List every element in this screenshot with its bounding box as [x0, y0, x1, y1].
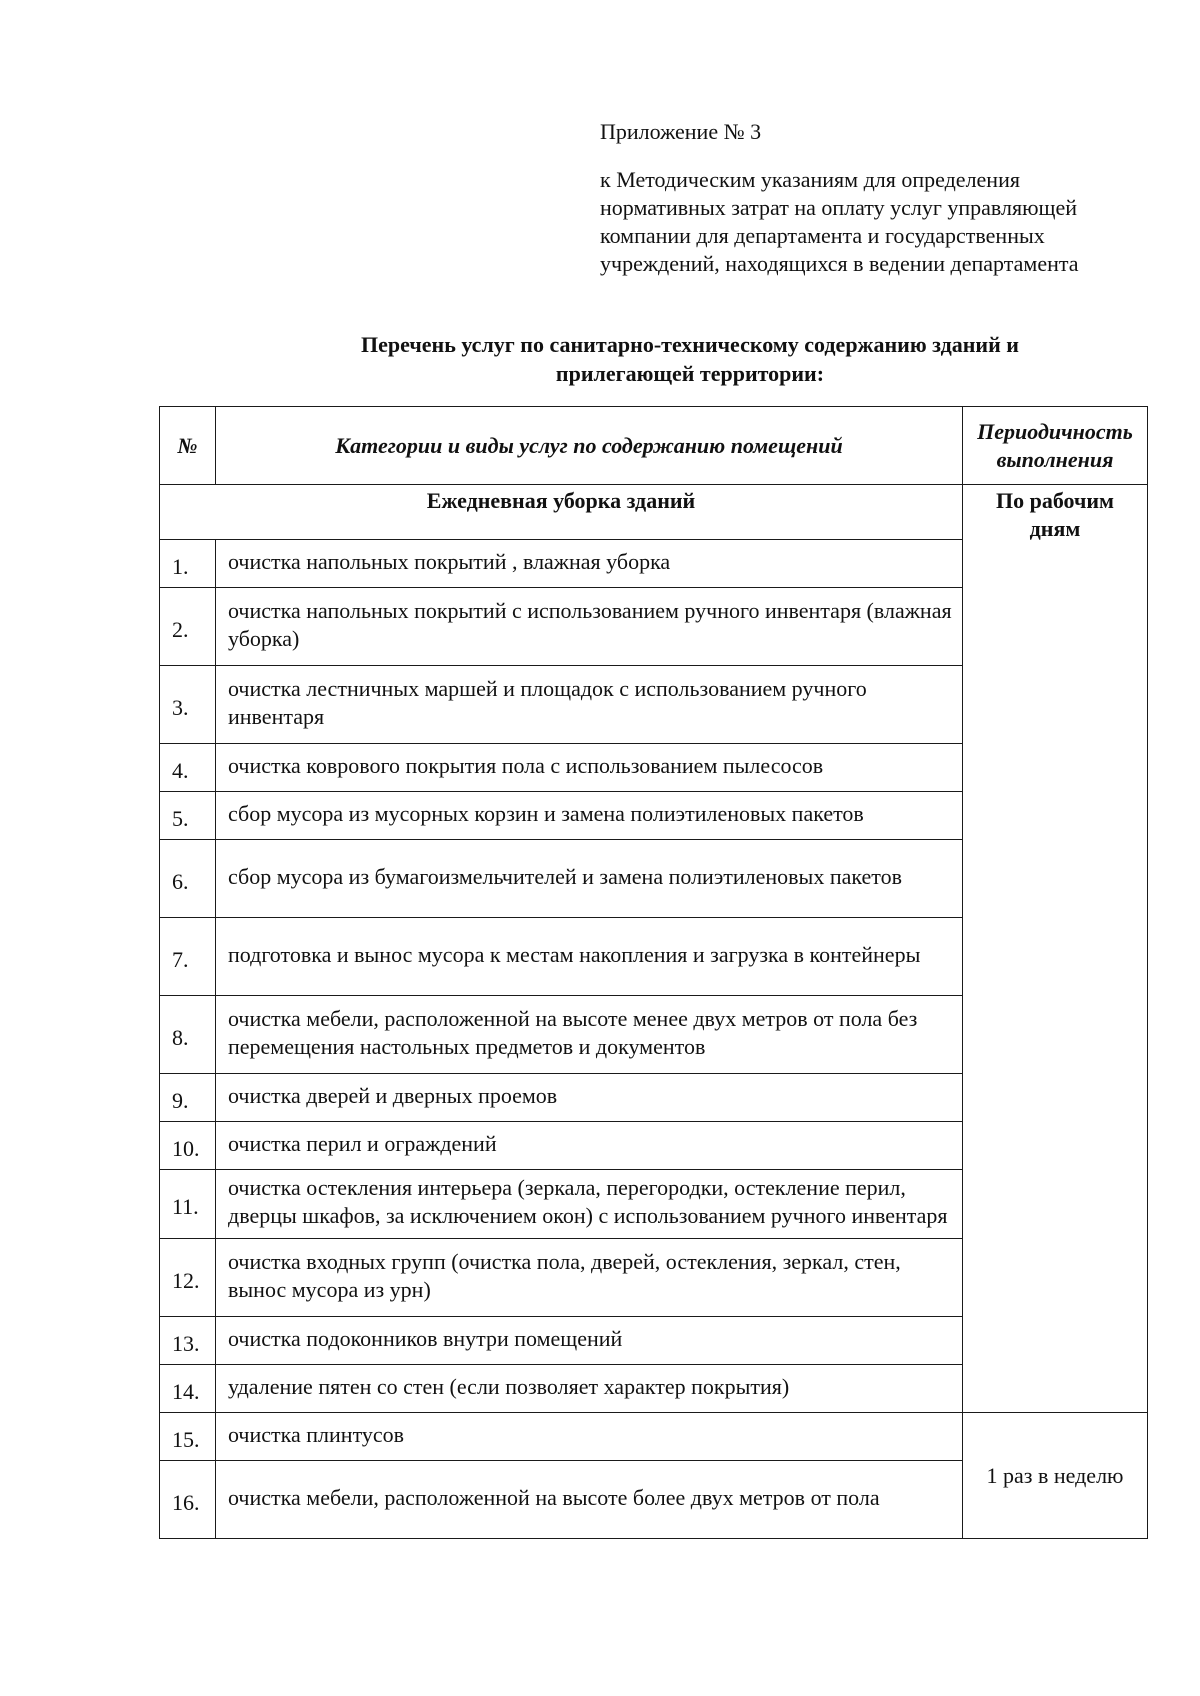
- row-text: очистка мебели, расположенной на высоте менее двух метров от пола без перемещения настольных предметов и документов: [216, 996, 963, 1074]
- row-number: 16.: [160, 1461, 216, 1539]
- row-text: очистка напольных покрытий с использованием ручного инвентаря (влажная уборка): [216, 588, 963, 666]
- appendix-description: к Методическим указаниям для определения нормативных затрат на оплату услуг управляющей компании для департамента и государственных учреждений, находящихся в ведении департамента: [600, 167, 1079, 276]
- row-text: очистка входных групп (очистка пола, дверей, остекления, зеркал, стен, вынос мусора из урн): [216, 1239, 963, 1317]
- row-text: очистка перил и ограждений: [216, 1122, 963, 1170]
- row-number: 4.: [160, 744, 216, 792]
- row-text: очистка остекления интерьера (зеркала, перегородки, остекление перил, дверцы шкафов, за исключением окон) с использованием ручного инвентаря: [216, 1170, 963, 1239]
- row-number: 5.: [160, 792, 216, 840]
- period-weekly: 1 раз в неделю: [963, 1413, 1148, 1539]
- header-period: Периодичность выполнения: [963, 407, 1148, 485]
- row-text: сбор мусора из бумагоизмельчителей и замена полиэтиленовых пакетов: [216, 840, 963, 918]
- appendix-title: Приложение № 3: [600, 119, 762, 144]
- row-number: 1.: [160, 540, 216, 588]
- document-title: Перечень услуг по санитарно-техническому содержанию зданий и прилегающей территории:: [361, 332, 1019, 386]
- row-number: 10.: [160, 1122, 216, 1170]
- row-number: 15.: [160, 1413, 216, 1461]
- row-number: 13.: [160, 1317, 216, 1365]
- row-text: удаление пятен со стен (если позволяет характер покрытия): [216, 1365, 963, 1413]
- row-text: сбор мусора из мусорных корзин и замена полиэтиленовых пакетов: [216, 792, 963, 840]
- row-text: подготовка и вынос мусора к местам накопления и загрузка в контейнеры: [216, 918, 963, 996]
- row-number: 14.: [160, 1365, 216, 1413]
- section-row: [160, 485, 1148, 540]
- row-text: очистка плинтусов: [216, 1413, 963, 1461]
- row-text: очистка коврового покрытия пола с использованием пылесосов: [216, 744, 963, 792]
- section-title: Ежедневная уборка зданий: [160, 485, 963, 540]
- period-daily: По рабочим дням: [963, 485, 1148, 1413]
- table-row: [160, 1413, 1148, 1461]
- row-text: очистка мебели, расположенной на высоте более двух метров от пола: [216, 1461, 963, 1539]
- row-number: 9.: [160, 1074, 216, 1122]
- row-number: 12.: [160, 1239, 216, 1317]
- appendix-block: [600, 118, 1120, 278]
- row-number: 11.: [160, 1170, 216, 1239]
- row-text: очистка подоконников внутри помещений: [216, 1317, 963, 1365]
- header-category: Категории и виды услуг по содержанию помещений: [216, 407, 963, 485]
- row-number: 7.: [160, 918, 216, 996]
- row-number: 2.: [160, 588, 216, 666]
- row-text: очистка лестничных маршей и площадок с использованием ручного инвентаря: [216, 666, 963, 744]
- services-table: [159, 406, 1148, 1539]
- row-number: 6.: [160, 840, 216, 918]
- row-number: 8.: [160, 996, 216, 1074]
- row-text: очистка напольных покрытий , влажная уборка: [216, 540, 963, 588]
- table-header-row: [160, 407, 1148, 485]
- header-num: №: [160, 407, 216, 485]
- row-number: 3.: [160, 666, 216, 744]
- row-text: очистка дверей и дверных проемов: [216, 1074, 963, 1122]
